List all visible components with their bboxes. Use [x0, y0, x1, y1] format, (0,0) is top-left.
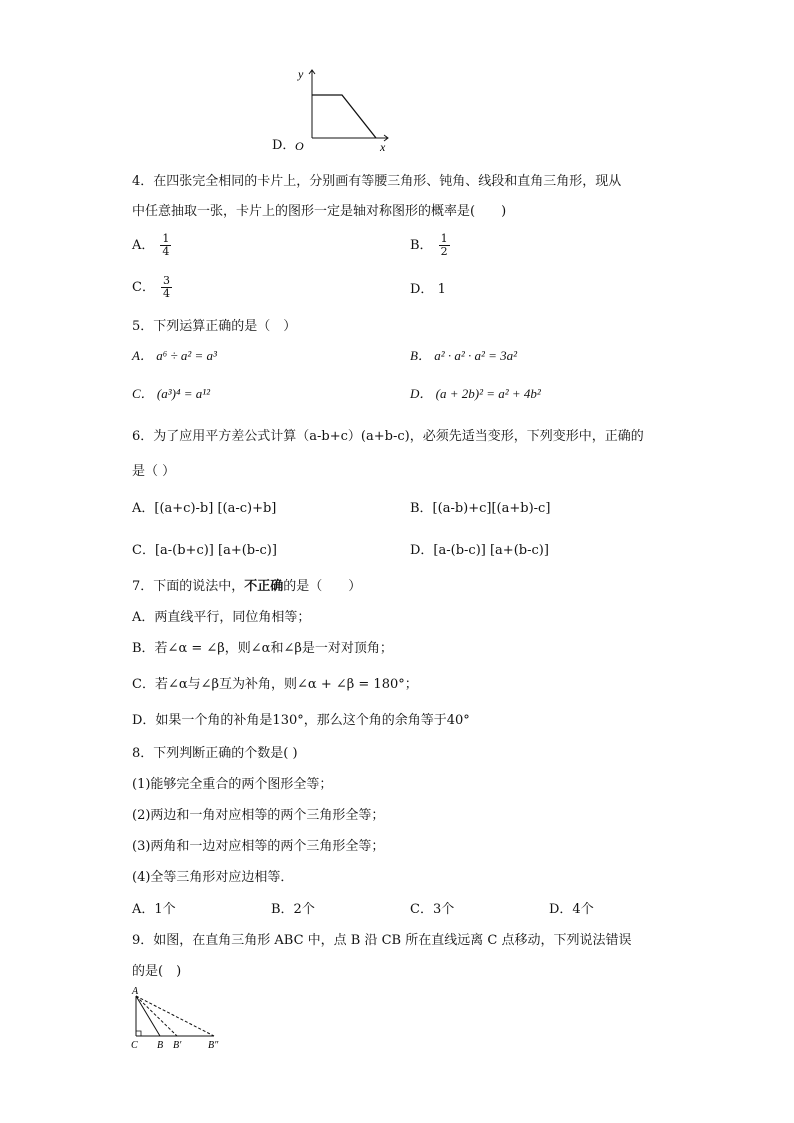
- q7-option-a[interactable]: A．两直线平行，同位角相等；: [132, 610, 311, 625]
- q8-statement-3: (3)两角和一边对应相等的两个三角形全等；: [132, 839, 385, 854]
- segment-ab: [136, 996, 160, 1036]
- point-b-prime-label: B′: [173, 1040, 182, 1051]
- q5-option-a[interactable]: A． a⁶ ÷ a² = a³: [132, 348, 217, 363]
- q8-statement-4: (4)全等三角形对应边相等．: [132, 870, 294, 885]
- q5-option-d[interactable]: D． (a + 2b)² = a² + 4b²: [410, 386, 541, 401]
- q8-option-c[interactable]: C．3个: [410, 902, 455, 917]
- q8-statement-2: (2)两边和一角对应相等的两个三角形全等；: [132, 808, 385, 823]
- q6-text-line2: 是（ ）: [132, 464, 176, 479]
- q6-option-d[interactable]: D．[a-(b-c)] [a+(b-c)]: [410, 543, 549, 558]
- q8-option-b[interactable]: B．2个: [271, 902, 315, 917]
- q4-option-b-label: B．: [410, 238, 433, 253]
- x-axis-label: x: [380, 140, 386, 154]
- q6-option-a[interactable]: A．[(a+c)-b] [(a-c)+b]: [132, 501, 277, 516]
- q5-option-b[interactable]: B． a² · a² · a² = 3a²: [410, 348, 518, 363]
- graph-line: [312, 95, 376, 138]
- q4-option-b[interactable]: [410, 233, 450, 258]
- q4-option-a[interactable]: [132, 233, 171, 258]
- q9-text-line2: 的是( ): [132, 964, 182, 979]
- q4-text-line1: 4．在四张完全相同的卡片上，分别画有等腰三角形、钝角、线段和直角三角形，现从: [132, 174, 622, 189]
- q4-option-c-fraction: $\frac{3}{4}$: [162, 274, 170, 300]
- q3-option-d-graph: [290, 66, 400, 156]
- q8-text: 8．下列判断正确的个数是( ): [132, 746, 298, 761]
- q6-option-b[interactable]: B．[(a-b)+c][(a+b)-c]: [410, 501, 551, 516]
- right-angle-mark: [136, 1031, 141, 1036]
- q5-text: 5．下列运算正确的是（ ）: [132, 319, 297, 334]
- q8-statement-1: (1)能够完全重合的两个图形全等；: [132, 777, 333, 792]
- q4-option-d[interactable]: D． 1: [410, 282, 446, 297]
- origin-label: O: [295, 139, 304, 153]
- q9-triangle-figure: [128, 984, 238, 1056]
- q5-option-c[interactable]: C． (a³)⁴ = a¹²: [132, 386, 211, 401]
- q6-option-c[interactable]: C．[a-(b+c)] [a+(b-c)]: [132, 543, 277, 558]
- q7-option-b[interactable]: B．若∠α = ∠β，则∠α和∠β是一对对顶角；: [132, 641, 393, 656]
- point-b-double-prime-label: B″: [208, 1040, 219, 1051]
- q7-emphasis: 不正确: [244, 579, 284, 594]
- q4-option-a-label: A．: [132, 238, 155, 253]
- q7-option-c[interactable]: C．若∠α与∠β互为补角，则∠α + ∠β = 180°；: [132, 677, 418, 692]
- q9-text-line1: 9．如图，在直角三角形 ABC 中，点 B 沿 CB 所在直线远离 C 点移动，下列说法错误: [132, 933, 632, 948]
- q4-option-a-fraction: $\frac{1}{4}$: [162, 232, 170, 258]
- point-c-label: C: [131, 1040, 138, 1051]
- q4-option-c[interactable]: [132, 275, 172, 300]
- q4-option-b-fraction: $\frac{1}{2}$: [440, 232, 448, 258]
- q4-option-d-label: D．: [410, 282, 434, 297]
- q4-text-line2: 中任意抽取一张，卡片上的图形一定是轴对称图形的概率是( ): [132, 204, 507, 219]
- point-b-label: B: [157, 1040, 164, 1051]
- q7-text: 7．下面的说法中，不正确的是（ ）: [132, 579, 362, 594]
- point-a-label: A: [132, 986, 139, 997]
- q6-text-line1: 6．为了应用平方差公式计算（a-b+c）(a+b-c)，必须先适当变形，下列变形中，正确的: [132, 429, 644, 444]
- q4-option-c-label: C．: [132, 280, 155, 295]
- q7-option-d[interactable]: D．如果一个角的补角是130°，那么这个角的余角等于40°: [132, 713, 470, 728]
- q3-option-d-label: D．: [272, 138, 296, 153]
- q8-option-a[interactable]: A．1个: [132, 902, 176, 917]
- y-axis-label: y: [298, 67, 304, 81]
- q8-option-d[interactable]: D．4个: [549, 902, 594, 917]
